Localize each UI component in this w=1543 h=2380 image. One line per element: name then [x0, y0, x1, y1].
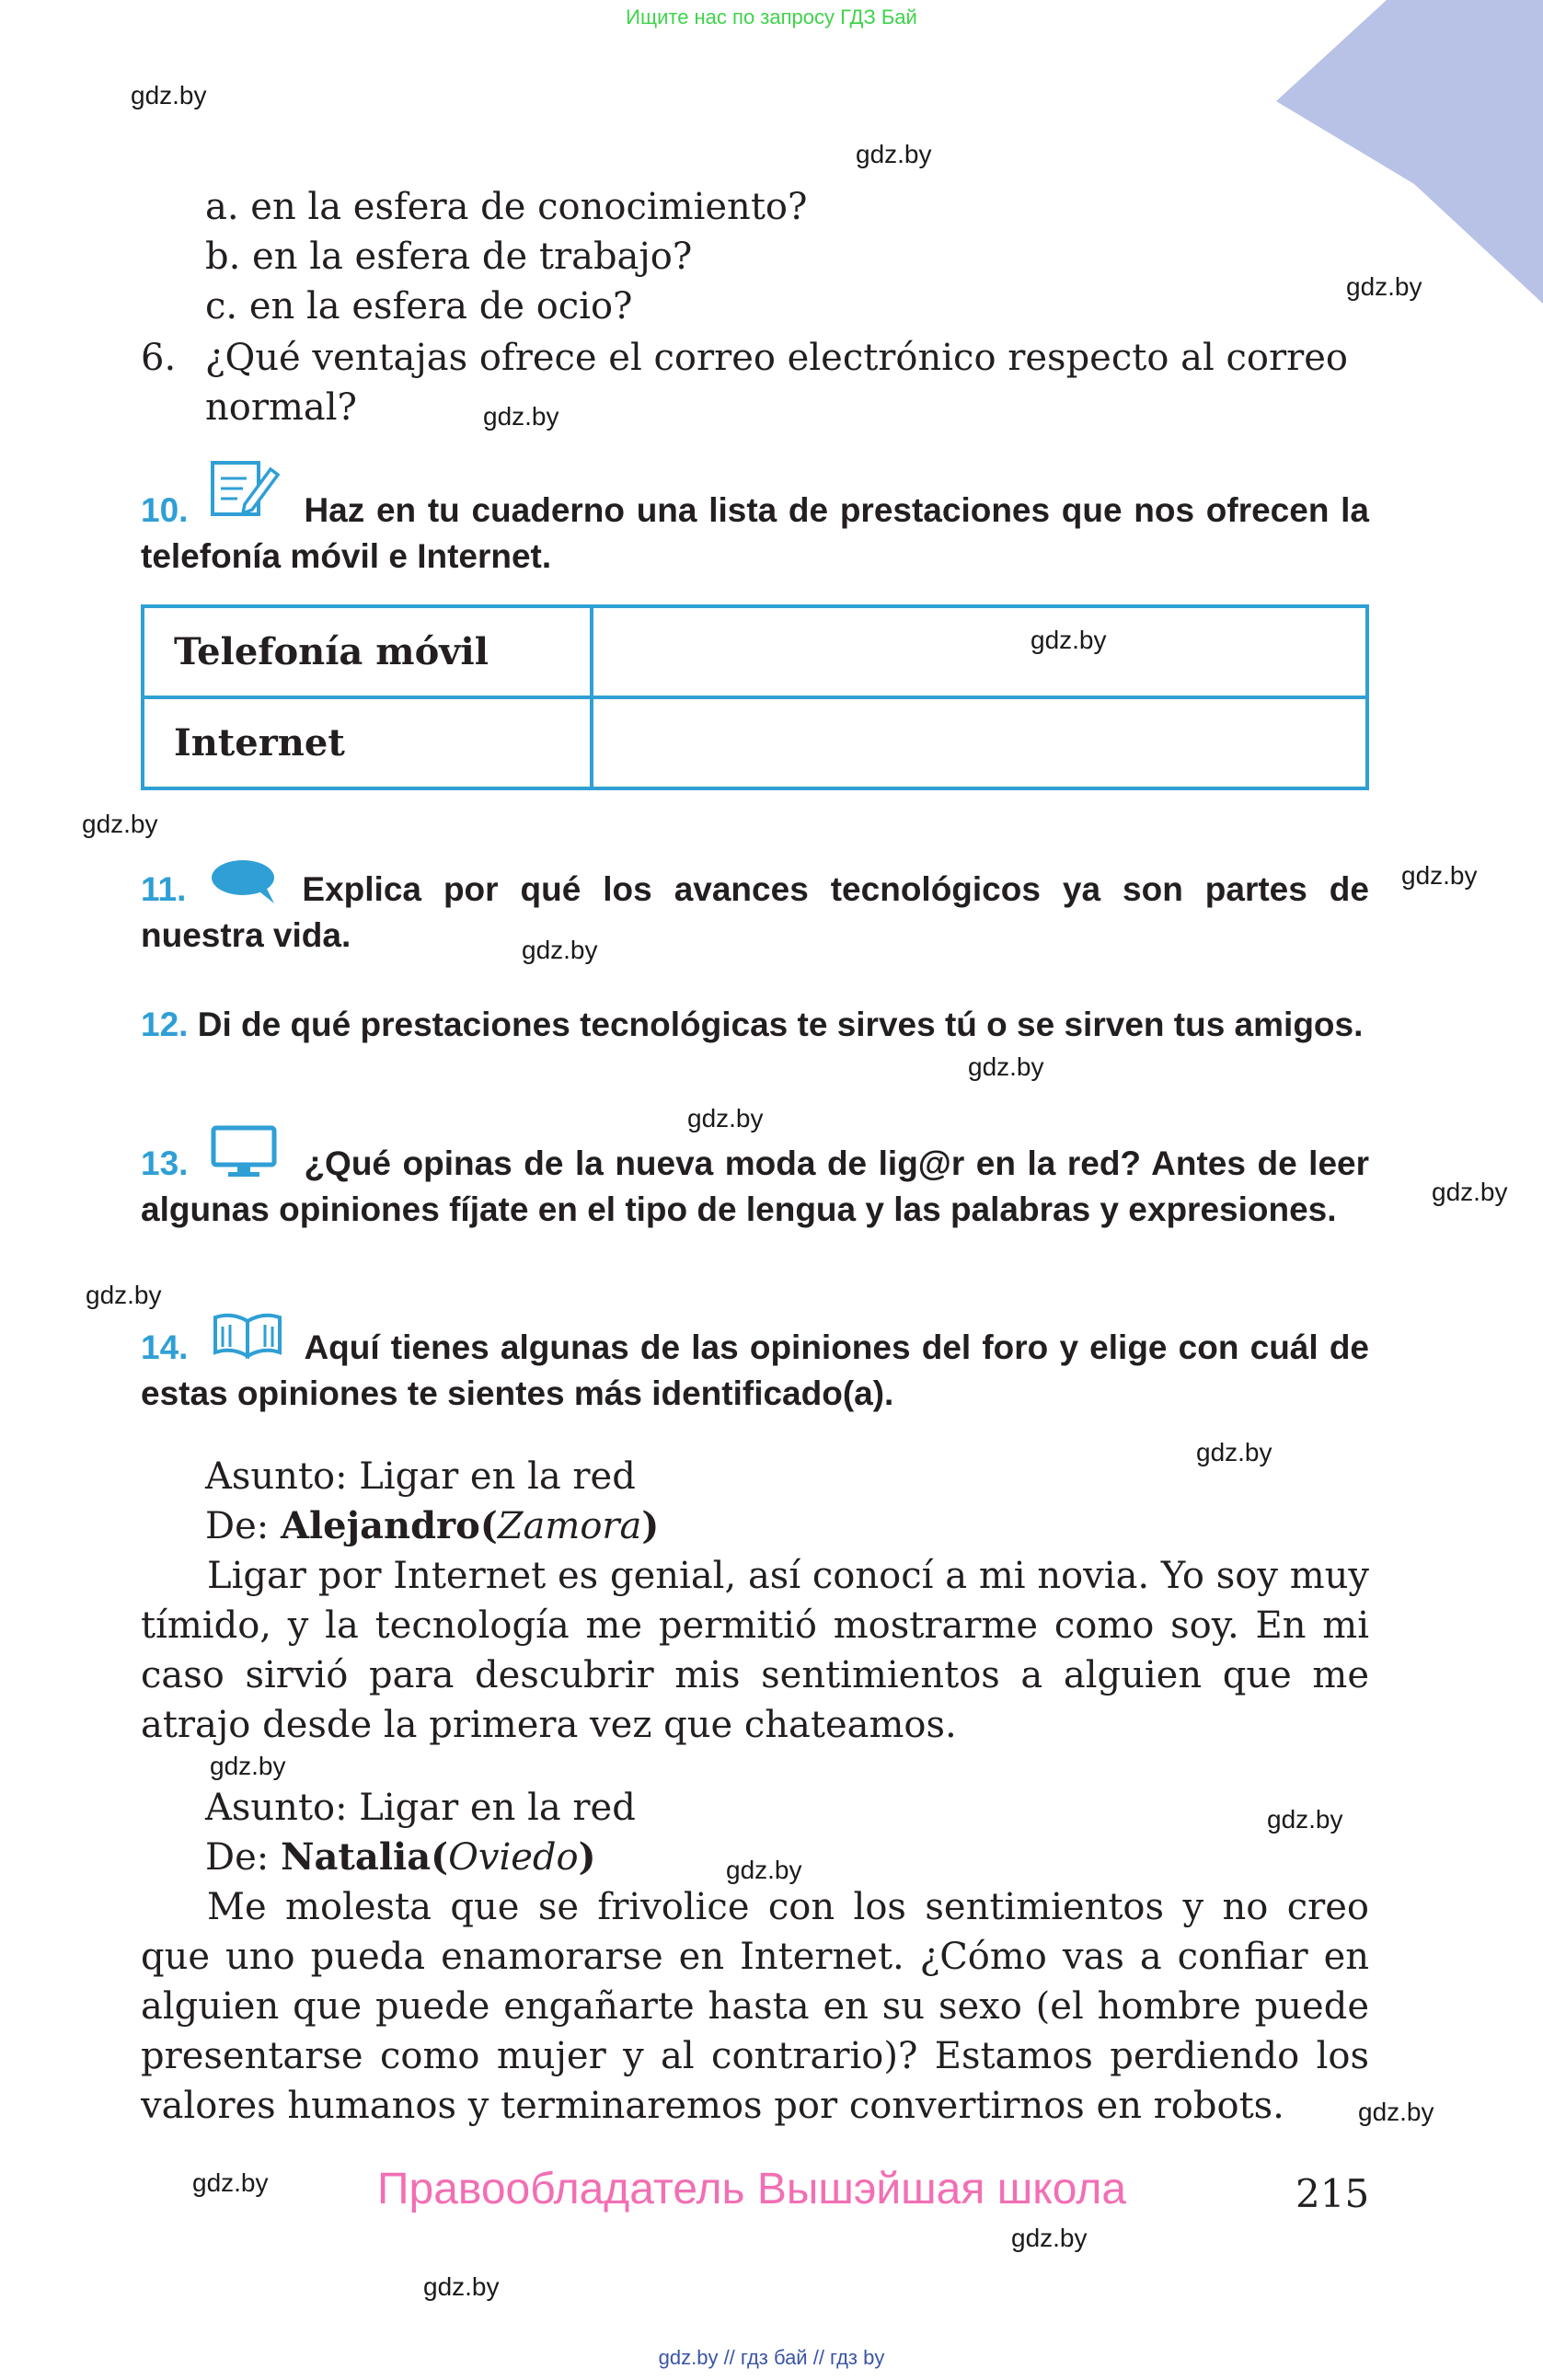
watermark: gdz.by: [1011, 2224, 1088, 2252]
table-label: Telefonía móvil: [143, 606, 592, 697]
item-text: en la esfera de trabajo?: [252, 236, 693, 278]
task-number: 13.: [141, 1144, 189, 1182]
post-subject: Asunto: Ligar en la red: [205, 1455, 636, 1498]
task-text: Aquí tienes algunas de las opiniones del foro y elige con cuál de estas opiniones te sientes más identificado(a).: [141, 1328, 1369, 1412]
task-text: Di de qué prestaciones tecnológicas te sirves tú o se sirven tus amigos.: [197, 1006, 1364, 1043]
task-text: Haz en tu cuaderno una lista de prestaciones que nos ofrecen la telefonía móvil e Internet.: [141, 491, 1369, 575]
watermark: gdz.by: [968, 1052, 1044, 1081]
watermark: gdz.by: [1401, 861, 1478, 890]
watermark: gdz.by: [1031, 626, 1107, 654]
watermark: gdz.by: [192, 2168, 269, 2197]
table-row: [143, 697, 1367, 788]
post-subject: Asunto: Ligar en la red: [205, 1787, 636, 1829]
watermark: gdz.by: [423, 2272, 500, 2301]
task-number: 10.: [141, 491, 189, 529]
top-banner[interactable]: Ищите нас по запросу ГДЗ Бай: [626, 6, 917, 29]
item-text: en la esfera de conocimiento?: [250, 186, 808, 228]
post-author: De: Alejandro(Zamora): [205, 1504, 660, 1547]
item-letter: c.: [205, 285, 238, 328]
watermark: gdz.by: [131, 81, 207, 109]
watermark: gdz.by: [726, 1856, 802, 1884]
watermark: gdz.by: [1346, 272, 1422, 301]
from-label: De:: [205, 1505, 270, 1547]
table-row: [143, 606, 1367, 697]
task-number: 14.: [141, 1328, 189, 1366]
task-10: [141, 488, 1369, 580]
author-city: Zamora: [497, 1505, 642, 1547]
task-text: Explica por qué los avances tecnológicos ya son partes de nuestra vida.: [141, 870, 1369, 954]
watermark: gdz.by: [1358, 2098, 1434, 2126]
table-cell: [592, 697, 1367, 788]
task-number: 11.: [141, 870, 187, 908]
watermark: gdz.by: [483, 402, 559, 431]
author-name: Alejandro: [280, 1504, 480, 1547]
task-14: [141, 1325, 1369, 1417]
watermark: gdz.by: [210, 1752, 286, 1780]
item-letter: a.: [205, 186, 239, 228]
task-number: 12.: [141, 1006, 189, 1043]
watermark: gdz.by: [522, 936, 598, 964]
watermark: gdz.by: [1432, 1178, 1508, 1206]
question-text: ¿Qué ventajas ofrece el correo electrónico respecto al correo: [205, 337, 1348, 379]
task-12: [141, 1002, 1369, 1048]
from-label: De:: [205, 1836, 270, 1879]
watermark: gdz.by: [687, 1104, 764, 1133]
watermark: gdz.by: [1196, 1438, 1272, 1466]
page-number: 215: [1295, 2171, 1370, 2216]
copyright-holder: Правообладатель Вышэйшая школа: [377, 2165, 1127, 2213]
watermark: gdz.by: [856, 140, 932, 168]
task-text: ¿Qué opinas de la nueva moda de lig@r en la red? Antes de leer algunas opiniones fíjate en el tipo de lengua y las palabras y expresiones.: [141, 1144, 1369, 1228]
list-item: [205, 232, 692, 282]
list-item: [205, 182, 807, 232]
post-author: De: Natalia(Oviedo): [205, 1835, 596, 1879]
task-13: [141, 1141, 1369, 1233]
author-name: Natalia: [280, 1835, 432, 1879]
task-11: [141, 867, 1369, 959]
prestaciones-table: [141, 604, 1369, 790]
watermark: gdz.by: [1267, 1805, 1343, 1834]
question-text: normal?: [205, 386, 357, 429]
post-body: Ligar por Internet es genial, así conocí a mi novia. Yo soy muy tímido, y la tecnología me permitió mostrarme como soy. En mi caso sirvió para descubrir mis sentimientos a alguien que me atrajo desde la primera vez que chateamos.: [141, 1555, 1369, 1746]
list-item: [205, 282, 633, 331]
question-number: 6.: [141, 337, 177, 379]
bottom-links[interactable]: gdz.by // гдз бай // гдз by: [658, 2346, 885, 2369]
post-body: Me molesta que se frivolice con los sentimientos y no creo que uno pueda enamorarse en Internet. ¿Cómo vas a confiar en alguien que puede engañarte hasta en su sexo (el hombre puede presentarse como mujer y al contrario)? Estamos perdiendo los valores humanos y terminaremos por convertirnos en robots.: [141, 1886, 1369, 2127]
watermark: gdz.by: [82, 810, 158, 838]
item-letter: b.: [205, 236, 241, 278]
item-text: en la esfera de ocio?: [248, 285, 633, 328]
corner-decoration: [1276, 0, 1543, 304]
author-city: Oviedo: [448, 1836, 579, 1879]
watermark: gdz.by: [86, 1281, 162, 1309]
table-label: Internet: [143, 697, 592, 788]
table-cell: [592, 606, 1367, 697]
